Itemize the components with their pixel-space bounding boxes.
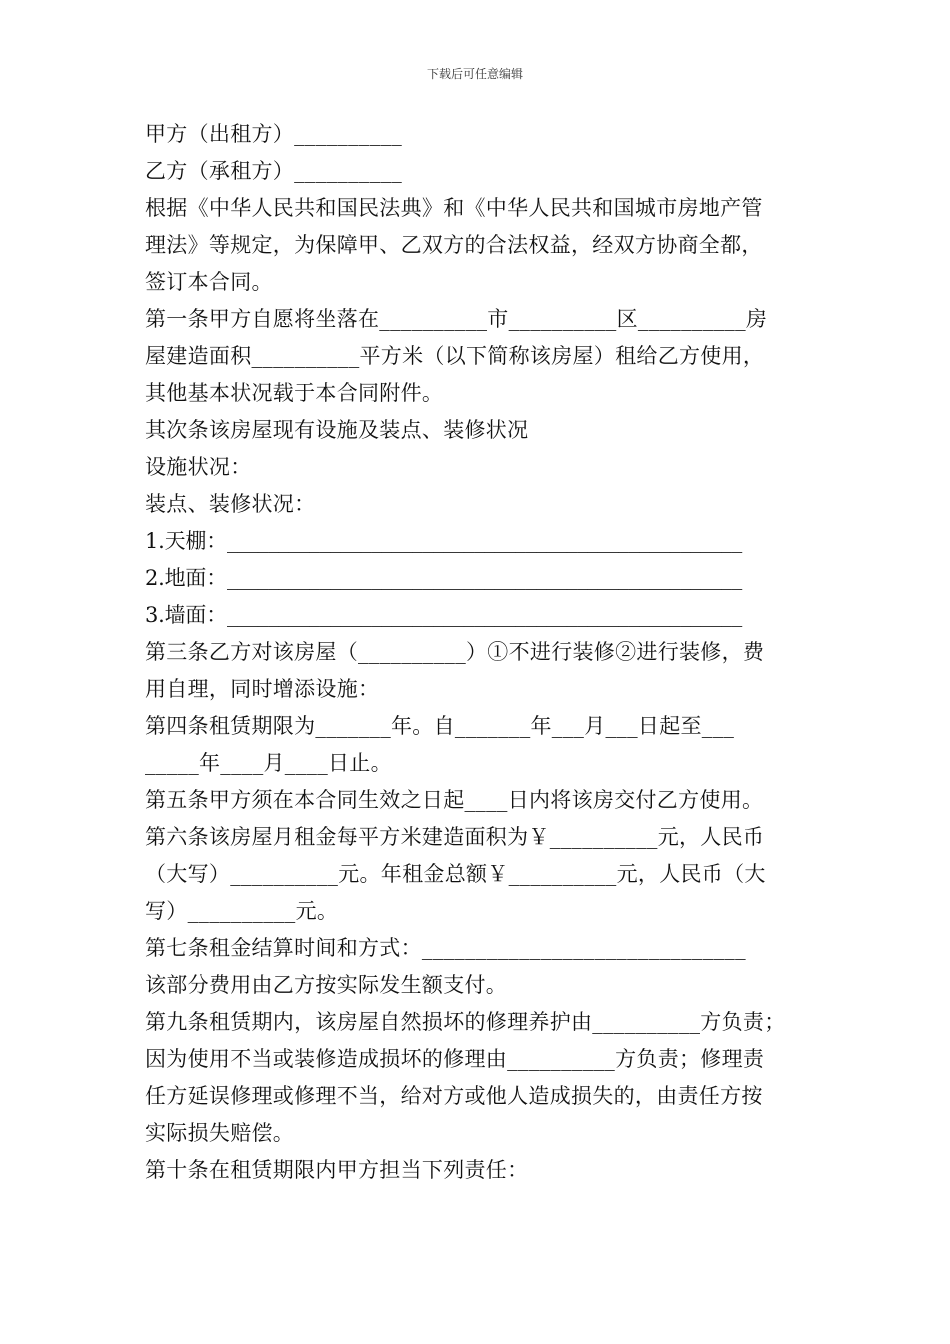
article-5-line: 第五条甲方须在本合同生效之日起____日内将该房交付乙方使用。 bbox=[145, 788, 764, 812]
contract-body bbox=[145, 116, 815, 1189]
article-4-line-1: 第四条租赁期限为_______年。自_______年___月___日起至___ bbox=[145, 714, 735, 738]
article-9-line-3: 任方延误修理或修理不当，给对方或他人造成损失的，由责任方按 bbox=[145, 1084, 763, 1108]
preamble-line-3: 签订本合同。 bbox=[145, 270, 273, 294]
article-1-line-3: 其他基本状况载于本合同附件。 bbox=[145, 381, 444, 405]
article-6-line-1: 第六条该房屋月租金每平方米建造面积为￥__________元，人民币 bbox=[145, 825, 765, 849]
article-9-line-2: 因为使用不当或装修造成损坏的修理由__________方负责；修理责 bbox=[145, 1047, 765, 1071]
page-header-note: 下载后可任意编辑 bbox=[426, 67, 523, 81]
party-b-line: 乙方（承租方）__________ bbox=[145, 159, 403, 183]
fee-payment-line: 该部分费用由乙方按实际发生额支付。 bbox=[145, 973, 508, 997]
ceiling-line: 1.天棚：__________________________________________________ bbox=[145, 529, 743, 553]
party-a-line: 甲方（出租方）__________ bbox=[145, 122, 403, 146]
floor-line: 2.地面：__________________________________________________ bbox=[145, 566, 743, 590]
article-1-line-2: 屋建造面积__________平方米（以下简称该房屋）租给乙方使用， bbox=[145, 344, 765, 368]
article-3-line-2: 用自理，同时增添设施： bbox=[145, 677, 380, 701]
preamble-line-1: 根据《中华人民共和国民法典》和《中华人民共和国城市房地产管 bbox=[145, 196, 763, 220]
article-1-line-1: 第一条甲方自愿将坐落在__________市__________区__________房 bbox=[145, 307, 768, 331]
article-10-line: 第十条在租赁期限内甲方担当下列责任： bbox=[145, 1158, 529, 1182]
decoration-status: 装点、装修状况： bbox=[145, 492, 316, 516]
article-4-line-2: _____年____月____日止。 bbox=[145, 751, 392, 775]
article-6-line-3: 写）__________元。 bbox=[145, 899, 339, 923]
article-9-line-4: 实际损失赔偿。 bbox=[145, 1121, 295, 1145]
preamble-line-2: 理法》等规定，为保障甲、乙双方的合法权益，经双方协商全都， bbox=[145, 233, 763, 257]
article-9-line-1: 第九条租赁期内，该房屋自然损坏的修理养护由__________方负责； bbox=[145, 1010, 786, 1034]
facilities-status: 设施状况： bbox=[145, 455, 252, 479]
article-7-line: 第七条租金结算时间和方式：______________________________ bbox=[145, 936, 746, 960]
wall-line: 3.墙面：__________________________________________________ bbox=[145, 603, 743, 627]
article-2-title: 其次条该房屋现有设施及装点、装修状况 bbox=[145, 418, 529, 442]
article-6-line-2: （大写）__________元。年租金总额￥__________元，人民币（大 bbox=[145, 862, 766, 886]
article-3-line-1: 第三条乙方对该房屋（__________）①不进行装修②进行装修，费 bbox=[145, 640, 765, 664]
